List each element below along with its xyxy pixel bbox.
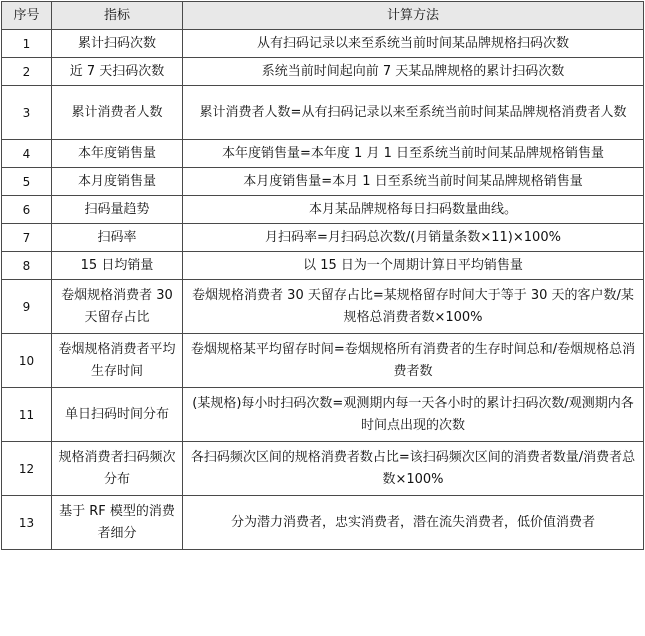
table-row [2, 30, 644, 58]
row-indicator: 本月度销售量 [52, 168, 183, 196]
row-method: 月扫码率=月扫码总次数/(月销量条数×11)×100% [183, 224, 644, 252]
table-row [2, 280, 644, 334]
row-indicator: 卷烟规格消费者平均生存时间 [52, 334, 183, 388]
table-row [2, 86, 644, 140]
table-row [2, 196, 644, 224]
row-indicator: 卷烟规格消费者 30 天留存占比 [52, 280, 183, 334]
row-index: 10 [2, 334, 52, 388]
row-method: 各扫码频次区间的规格消费者数占比=该扫码频次区间的消费者数量/消费者总数×100% [183, 442, 644, 496]
table-row [2, 140, 644, 168]
row-indicator: 近 7 天扫码次数 [52, 58, 183, 86]
row-index: 11 [2, 388, 52, 442]
row-index: 1 [2, 30, 52, 58]
row-method: 本年度销售量=本年度 1 月 1 日至系统当前时间某品牌规格销售量 [183, 140, 644, 168]
row-method: 卷烟规格消费者 30 天留存占比=某规格留存时间大于等于 30 天的客户数/某规格总消费者数×100% [183, 280, 644, 334]
table-row [2, 224, 644, 252]
row-method: 系统当前时间起向前 7 天某品牌规格的累计扫码次数 [183, 58, 644, 86]
row-method: 卷烟规格某平均留存时间=卷烟规格所有消费者的生存时间总和/卷烟规格总消费者数 [183, 334, 644, 388]
row-indicator: 扫码量趋势 [52, 196, 183, 224]
row-method: 本月某品牌规格每日扫码数量曲线。 [183, 196, 644, 224]
row-indicator: 15 日均销量 [52, 252, 183, 280]
row-indicator: 扫码率 [52, 224, 183, 252]
row-method: 分为潜力消费者，忠实消费者，潜在流失消费者，低价值消费者 [183, 496, 644, 550]
row-index: 8 [2, 252, 52, 280]
metrics-table [1, 1, 644, 550]
table-row [2, 252, 644, 280]
table-row [2, 168, 644, 196]
row-index: 6 [2, 196, 52, 224]
row-index: 4 [2, 140, 52, 168]
row-index: 12 [2, 442, 52, 496]
row-method: 累计消费者人数=从有扫码记录以来至系统当前时间某品牌规格消费者人数 [183, 86, 644, 140]
table-row [2, 442, 644, 496]
row-index: 3 [2, 86, 52, 140]
header-indicator: 指标 [52, 2, 183, 30]
row-method: (某规格)每小时扫码次数=观测期内每一天各小时的累计扫码次数/观测期内各时间点出现的次数 [183, 388, 644, 442]
row-method: 从有扫码记录以来至系统当前时间某品牌规格扫码次数 [183, 30, 644, 58]
header-method: 计算方法 [183, 2, 644, 30]
row-indicator: 规格消费者扫码频次分布 [52, 442, 183, 496]
row-indicator: 基于 RF 模型的消费者细分 [52, 496, 183, 550]
table-row [2, 388, 644, 442]
row-indicator: 累计消费者人数 [52, 86, 183, 140]
row-indicator: 单日扫码时间分布 [52, 388, 183, 442]
row-index: 2 [2, 58, 52, 86]
row-index: 13 [2, 496, 52, 550]
row-method: 本月度销售量=本月 1 日至系统当前时间某品牌规格销售量 [183, 168, 644, 196]
table-header-row [2, 2, 644, 30]
row-indicator: 本年度销售量 [52, 140, 183, 168]
row-method: 以 15 日为一个周期计算日平均销售量 [183, 252, 644, 280]
table-row [2, 496, 644, 550]
row-index: 9 [2, 280, 52, 334]
header-index: 序号 [2, 2, 52, 30]
table-row [2, 334, 644, 388]
table-row [2, 58, 644, 86]
row-index: 7 [2, 224, 52, 252]
row-index: 5 [2, 168, 52, 196]
row-indicator: 累计扫码次数 [52, 30, 183, 58]
